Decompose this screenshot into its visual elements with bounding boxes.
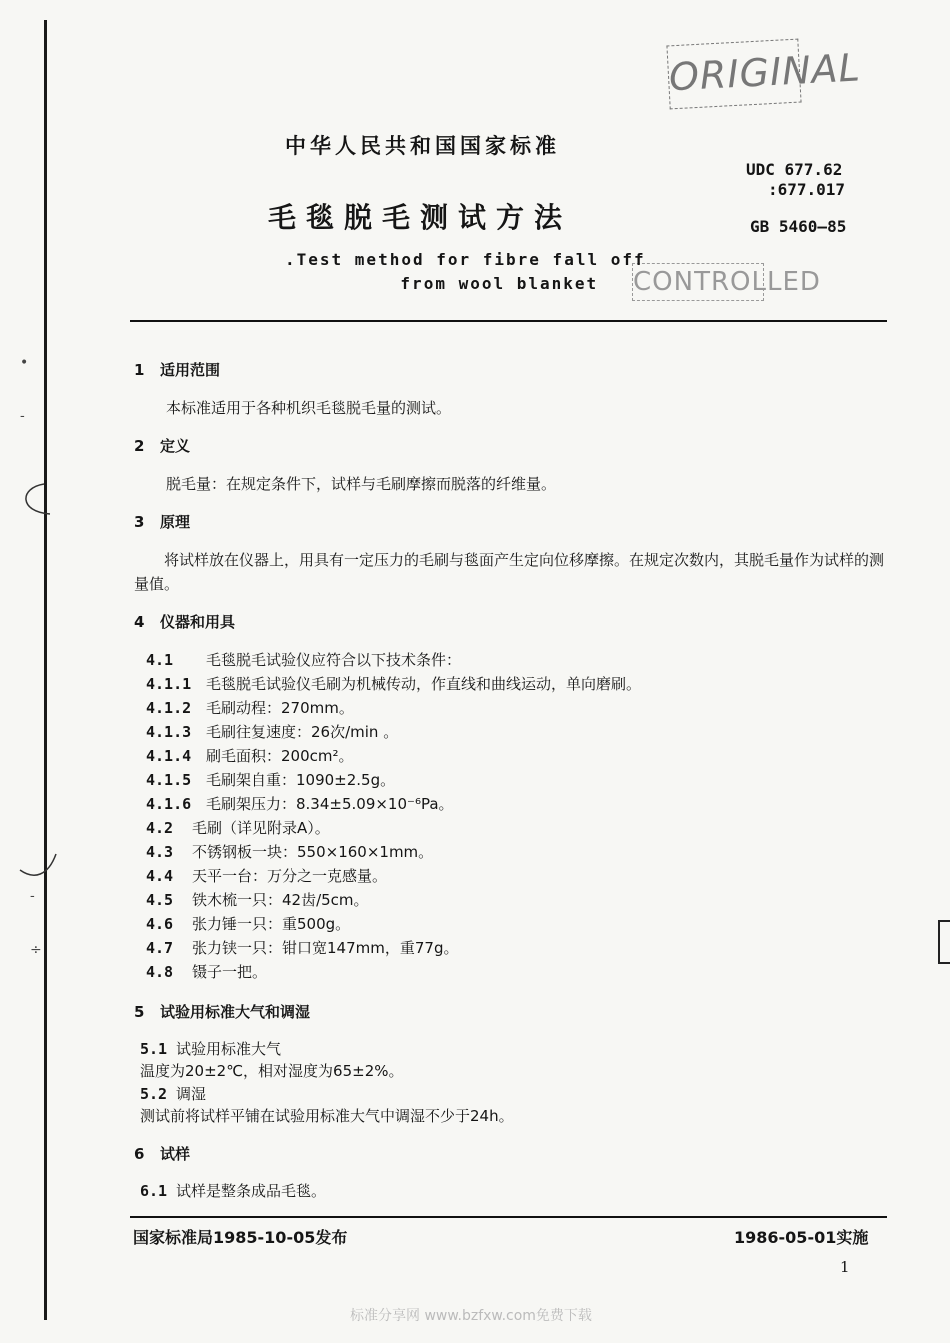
list-item: 4.1.6 毛刷架压力：8.34±5.09×10⁻⁶Pa。: [146, 795, 454, 813]
udc-code: [746, 160, 845, 200]
section-heading: 3 原理: [134, 513, 191, 531]
section-body: 脱毛量：在规定条件下，试样与毛刷摩擦而脱落的纤维量。: [166, 475, 557, 493]
english-title-line2: from wool blanket: [400, 274, 599, 293]
binding-arc: [16, 840, 60, 880]
list-item: 4.6 张力锤一只：重500g。: [146, 915, 351, 933]
footer-rule: [130, 1216, 887, 1218]
scan-left-edge: [44, 20, 47, 1320]
list-item: 4.1 毛毯脱毛试验仪应符合以下技术条件：: [146, 651, 462, 669]
instrument-list: [134, 648, 894, 984]
udc-line1: UDC 677.62: [746, 160, 843, 179]
section-heading: 4 仪器和用具: [134, 613, 236, 631]
section-heading: 6 试样: [134, 1145, 191, 1163]
document-body: [134, 358, 894, 1201]
binding-arc: [14, 480, 54, 520]
english-title-line1: .Test method for fibre fall off: [285, 250, 646, 269]
list-item: 4.8 镊子一把。: [146, 963, 268, 981]
watermark: 标准分享网 www.bzfxw.com免费下载: [350, 1308, 592, 1324]
scan-mark: ÷: [30, 942, 42, 958]
list-item: 4.1.1 毛毯脱毛试验仪毛刷为机械传动，作直线和曲线运动，单向磨刷。: [146, 675, 642, 693]
list-item: 4.4 天平一台：万分之一克感量。: [146, 867, 388, 885]
subsection-heading: 5.2 调湿: [140, 1085, 207, 1103]
stamp-controlled: CONTROLLED: [632, 263, 764, 301]
section-body: 将试样放在仪器上，用具有一定压力的毛刷与毯面产生定向位移摩擦。在规定次数内，其脱毛量作为试样的测量值。: [134, 551, 885, 593]
subsection-body: 6.1 试样是整条成品毛毯。: [140, 1182, 327, 1200]
list-item: 4.1.3 毛刷往复速度：26次/min 。: [146, 723, 399, 741]
english-title: [285, 248, 646, 296]
national-standard-heading: 中华人民共和国国家标准: [285, 134, 560, 158]
list-item: 4.2 毛刷（详见附录A）。: [146, 819, 330, 837]
section-body: 本标准适用于各种机织毛毯脱毛量的测试。: [166, 399, 452, 417]
list-item: 4.3 不锈钢板一块：550×160×1mm。: [146, 843, 434, 861]
page-title: 毛毯脱毛测试方法: [268, 201, 573, 234]
subsection-body: 温度为20±2℃，相对湿度为65±2%。: [140, 1062, 404, 1080]
list-item: 4.1.4 刷毛面积：200cm²。: [146, 747, 354, 765]
udc-line2: :677.017: [768, 180, 846, 199]
subsection-heading: 5.1 试验用标准大气: [140, 1040, 282, 1058]
stamp-original: ORIGINAL: [666, 39, 801, 110]
list-item: 4.1.2 毛刷动程：270mm。: [146, 699, 354, 717]
scan-mark: -: [20, 408, 25, 424]
issue-date: 国家标准局1985-10-05发布: [133, 1228, 348, 1247]
gb-number: GB 5460—85: [750, 217, 847, 236]
effective-date: 1986-05-01实施: [734, 1228, 869, 1247]
scan-mark: -: [30, 888, 35, 904]
header-rule: [130, 320, 887, 322]
list-item: 4.1.5 毛刷架自重：1090±2.5g。: [146, 771, 396, 789]
subsection-body: 测试前将试样平铺在试验用标准大气中调湿不少于24h。: [140, 1107, 514, 1125]
scan-edge-mark: [938, 920, 950, 964]
list-item: 4.5 铁木梳一只：42齿/5cm。: [146, 891, 369, 909]
list-item: 4.7 张力铗一只：钳口宽147mm，重77g。: [146, 939, 459, 957]
section-heading: 5 试验用标准大气和调湿: [134, 1003, 311, 1021]
section-heading: 2 定义: [134, 437, 191, 455]
page-number: 1: [840, 1258, 850, 1276]
section-heading: 1 适用范围: [134, 361, 221, 379]
scan-mark: •: [20, 355, 29, 371]
